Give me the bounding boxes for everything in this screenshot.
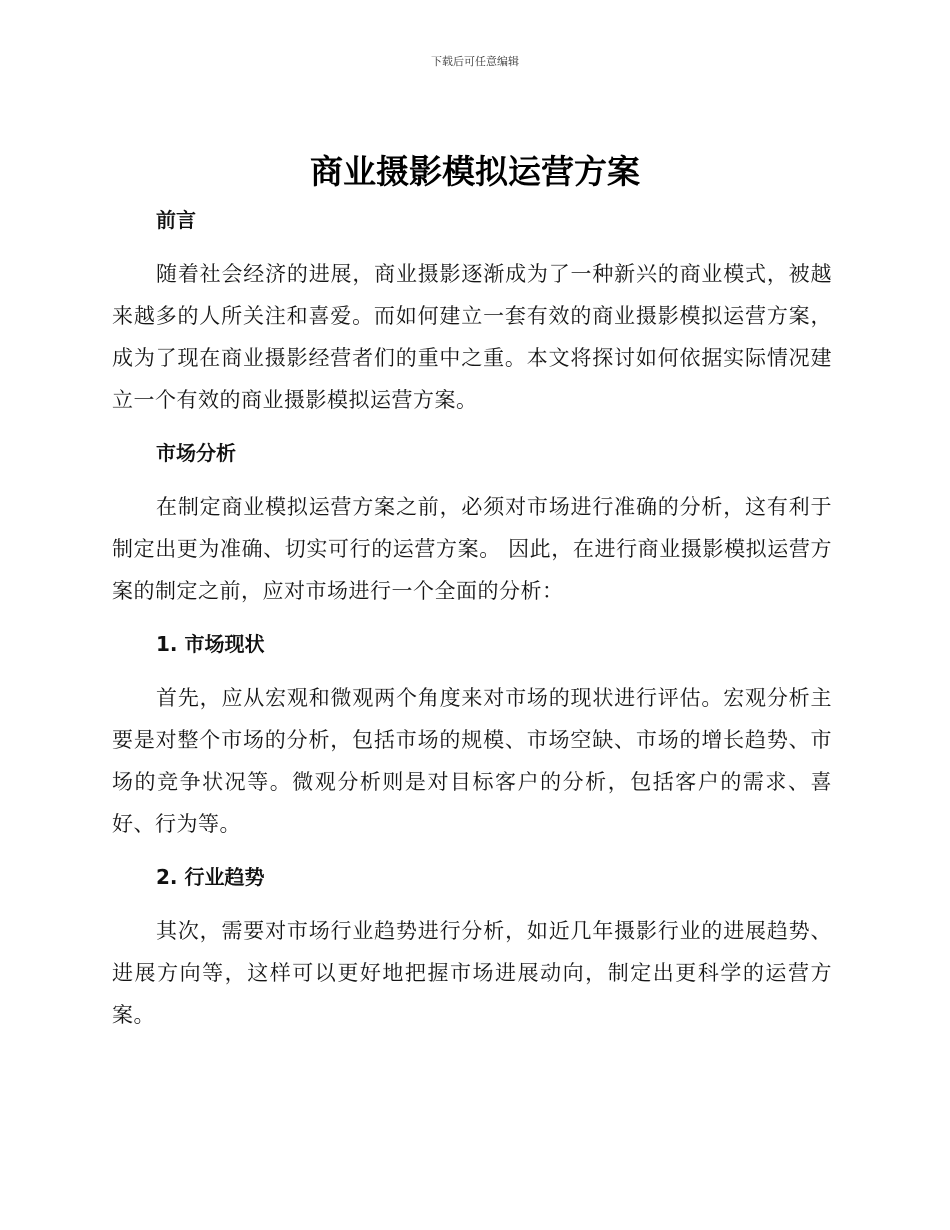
section-heading: 前言 <box>156 208 196 232</box>
section-paragraph: 随着社会经济的进展，商业摄影逐渐成为了一种新兴的商业模式，被越来越多的人所关注和喜爱。而如何建立一套有效的商业摄影模拟运营方案，成为了现在商业摄影经营者们的重中之重。本文将探讨如何依据实际情况建立一个有效的商业摄影模拟运营方案。 <box>112 262 832 412</box>
section-industry-trends <box>112 859 832 1036</box>
document-title: 商业摄影模拟运营方案 <box>310 152 640 191</box>
page-header-note: 下载后可任意编辑 <box>431 55 519 68</box>
section-market-analysis <box>112 435 832 626</box>
section-heading: 1. 市场现状 <box>156 632 265 656</box>
section-paragraph: 首先，应从宏观和微观两个角度来对市场的现状进行评估。宏观分析主要是对整个市场的分析，包括市场的规模、市场空缺、市场的增长趋势、市场的竞争状况等。微观分析则是对目标客户的分析，包括客户的需求、喜好、行为等。 <box>112 686 832 836</box>
section-paragraph: 在制定商业模拟运营方案之前，必须对市场进行准确的分析，这有利于制定出更为准确、切实可行的运营方案。 因此，在进行商业摄影模拟运营方案的制定之前，应对市场进行一个全面的分析： <box>112 495 832 603</box>
document-body <box>112 202 832 1036</box>
section-preface <box>112 202 832 435</box>
section-market-status <box>112 626 832 859</box>
section-heading: 2. 行业趋势 <box>156 865 265 889</box>
section-paragraph: 其次，需要对市场行业趋势进行分析，如近几年摄影行业的进展趋势、进展方向等，这样可以更好地把握市场进展动向，制定出更科学的运营方案。 <box>112 919 832 1027</box>
section-heading: 市场分析 <box>156 441 236 465</box>
